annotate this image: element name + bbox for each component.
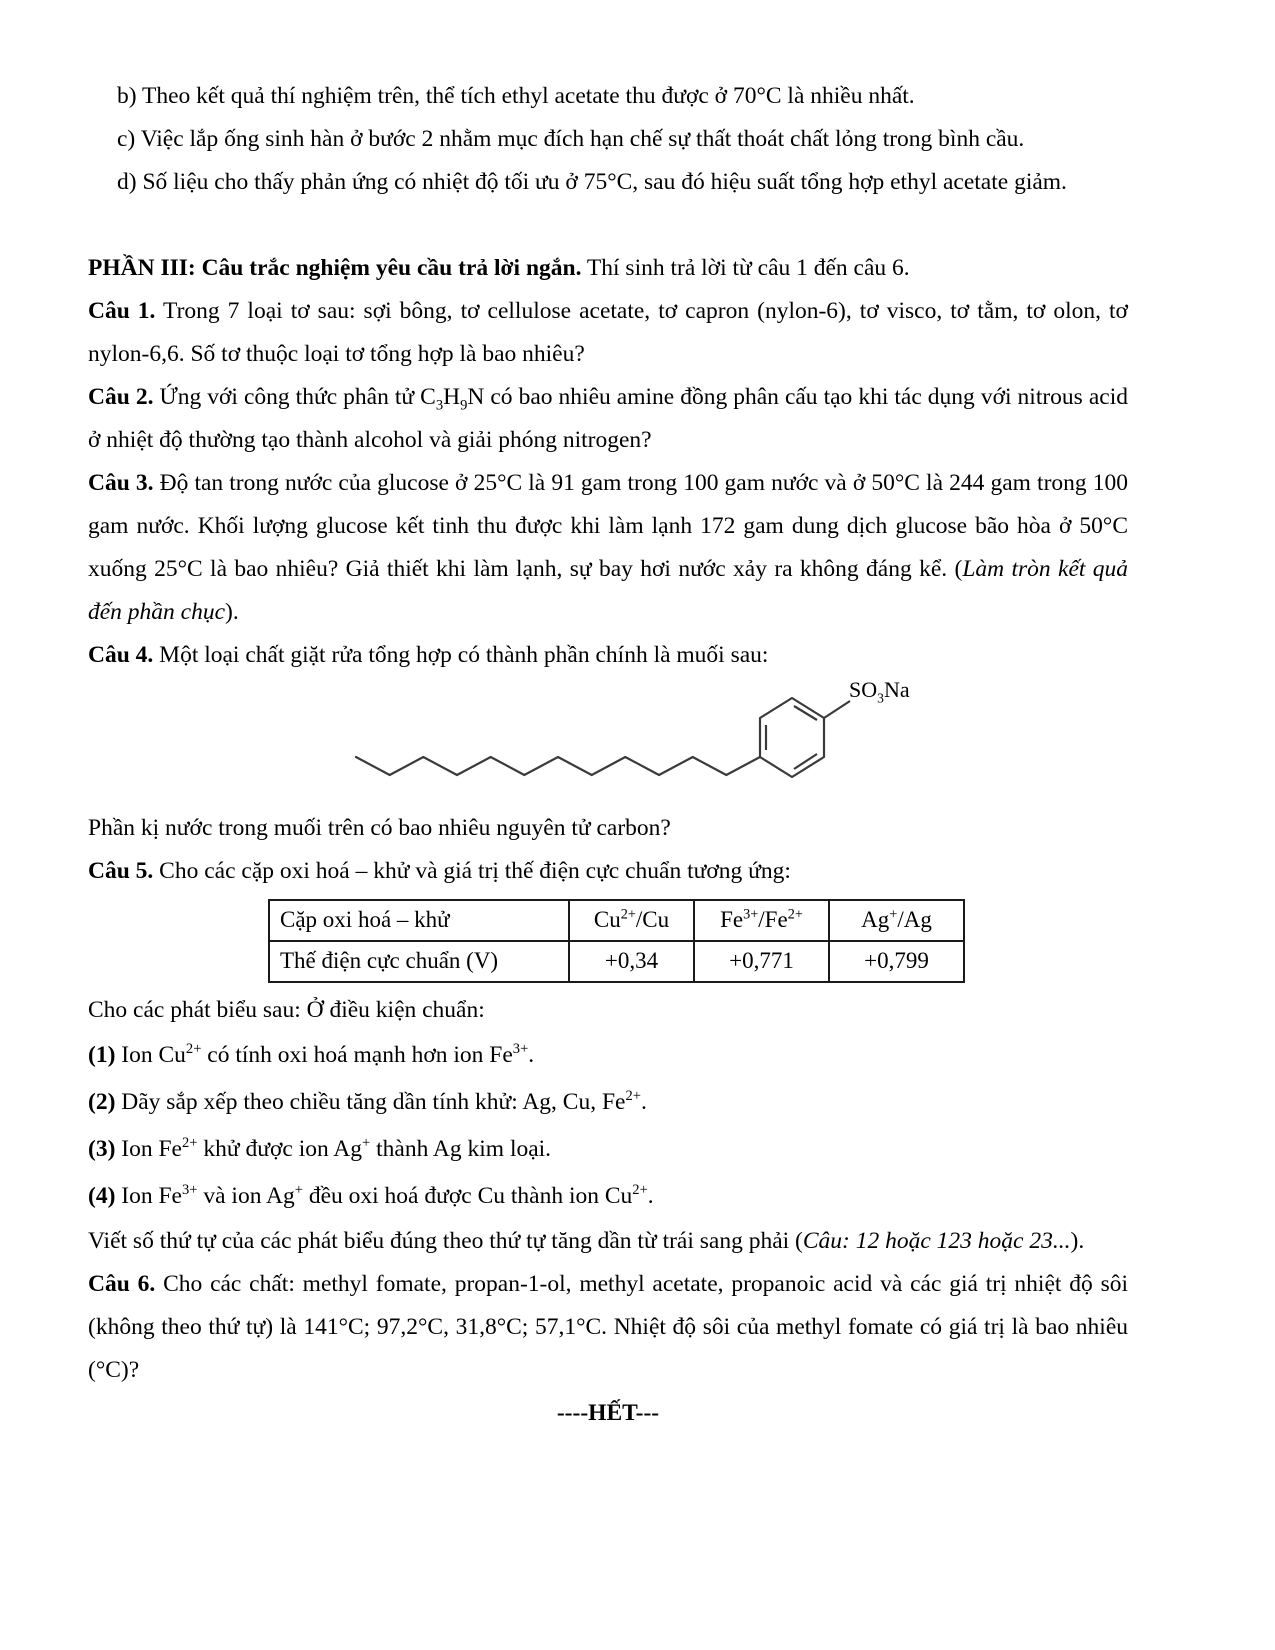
table-cell-cu-value: +0,34: [569, 941, 694, 982]
table-cell-cu-couple: $Cu^{2+}/Cu$: [569, 900, 694, 941]
end-marker: ----HẾT---: [556, 1400, 660, 1426]
statement-3: (3) Ion $Fe^{2+}$ khử được ion Ag+ thành Ag kim loại.: [88, 1135, 552, 1162]
table-cell-fe-couple: $Fe^{3+}/Fe^{2+}$: [694, 900, 829, 941]
table-cell-couple-label: Cặp oxi hoá – khử: [269, 900, 569, 941]
statement-4: (4) Ion $Fe^{3+}$ và ion Ag+ đều oxi hoá được Cu thành ion $Cu^{2+}$.: [88, 1182, 654, 1209]
benzene-ring: [760, 698, 824, 777]
so3na-group-label: $SO_3Na$: [849, 677, 910, 706]
question-4-followup: Phần kị nước trong muối trên có bao nhiêu nguyên tử carbon?: [88, 815, 671, 841]
table-cell-ag-couple: Ag+/Ag: [829, 900, 964, 941]
question-5: Câu 5. Cho các cặp oxi hoá – khử và giá trị thế điện cực chuẩn tương ứng:: [88, 858, 791, 884]
table-cell-potential-label: Thế điện cực chuẩn (V): [269, 941, 569, 982]
alkyl-chain: [356, 757, 760, 775]
table-cell-ag-value: +0,799: [829, 941, 964, 982]
statements-note: Viết số thứ tự của các phát biểu đúng theo thứ tự tăng dần từ trái sang phải (Câu: 12 hoặc 123 hoặc 23...).: [88, 1228, 1085, 1254]
molecule-structure: [88, 679, 1128, 801]
item-c: c) Việc lắp ống sinh hàn ở bước 2 nhằm mục đích hạn chế sự thất thoát chất lỏng trong bình cầu.: [117, 126, 1025, 152]
section-3-header: PHẦN III: Câu trắc nghiệm yêu cầu trả lời ngắn. Thí sinh trả lời từ câu 1 đến câu 6.: [88, 255, 910, 281]
item-d: d) Số liệu cho thấy phản ứng có nhiệt độ tối ưu ở 75°C, sau đó hiệu suất tổng hợp ethyl acetate giảm.: [117, 169, 1067, 195]
table-cell-fe-value: +0,771: [694, 941, 829, 982]
table-value-row: [269, 941, 964, 982]
question-2: Câu 2. Ứng với công thức phân tử $C_3H_9N$ có bao nhiêu amine đồng phân cấu tạo khi tác dụng với nitrous acid ở nhiệt độ thường tạo thành alcohol và giải phóng nitrogen?: [88, 384, 1128, 453]
question-4: Câu 4. Một loại chất giặt rửa tổng hợp có thành phần chính là muối sau:: [88, 642, 769, 668]
statements-lead: Cho các phát biểu sau: Ở điều kiện chuẩn:: [88, 997, 485, 1023]
statement-1: (1) Ion $Cu^{2+}$ có tính oxi hoá mạnh hơn ion $Fe^{3+}$.: [88, 1041, 535, 1068]
question-3: Câu 3. Độ tan trong nước của glucose ở 25°C là 91 gam trong 100 gam nước và ở 50°C là 244 gam trong 100 gam nước. Khối lượng glucose kết tinh thu được khi làm lạnh 172 gam dung dịch glucose bão hòa ở 50°C xuống 25°C là bao nhiêu? Giả thiết khi làm lạnh, sự bay hơi nước xảy ra không đáng kể. (Làm tròn kết quả đến phần chục).: [88, 470, 1129, 625]
question-1: Câu 1. Trong 7 loại tơ sau: sợi bông, tơ cellulose acetate, tơ capron (nylon-6), tơ visco, tơ tằm, tơ olon, tơ nylon-6,6. Số tơ thuộc loại tơ tổng hợp là bao nhiêu?: [88, 298, 1128, 367]
question-6: Câu 6. Cho các chất: methyl fomate, propan-1-ol, methyl acetate, propanoic acid và các giá trị nhiệt độ sôi (không theo thứ tự) là 141°C; 97,2°C, 31,8°C; 57,1°C. Nhiệt độ sôi của methyl fomate có giá trị là bao nhiêu (°C)?: [88, 1271, 1128, 1383]
item-b: b) Theo kết quả thí nghiệm trên, thể tích ethyl acetate thu được ở 70°C là nhiều nhất.: [117, 83, 915, 109]
molecule-skeleton-drawing: [88, 679, 1128, 801]
table-header-row: [269, 900, 964, 941]
statement-2: (2) Dãy sắp xếp theo chiều tăng dần tính khử: Ag, Cu, $Fe^{2+}$.: [88, 1088, 647, 1115]
potential-table: [268, 899, 965, 983]
